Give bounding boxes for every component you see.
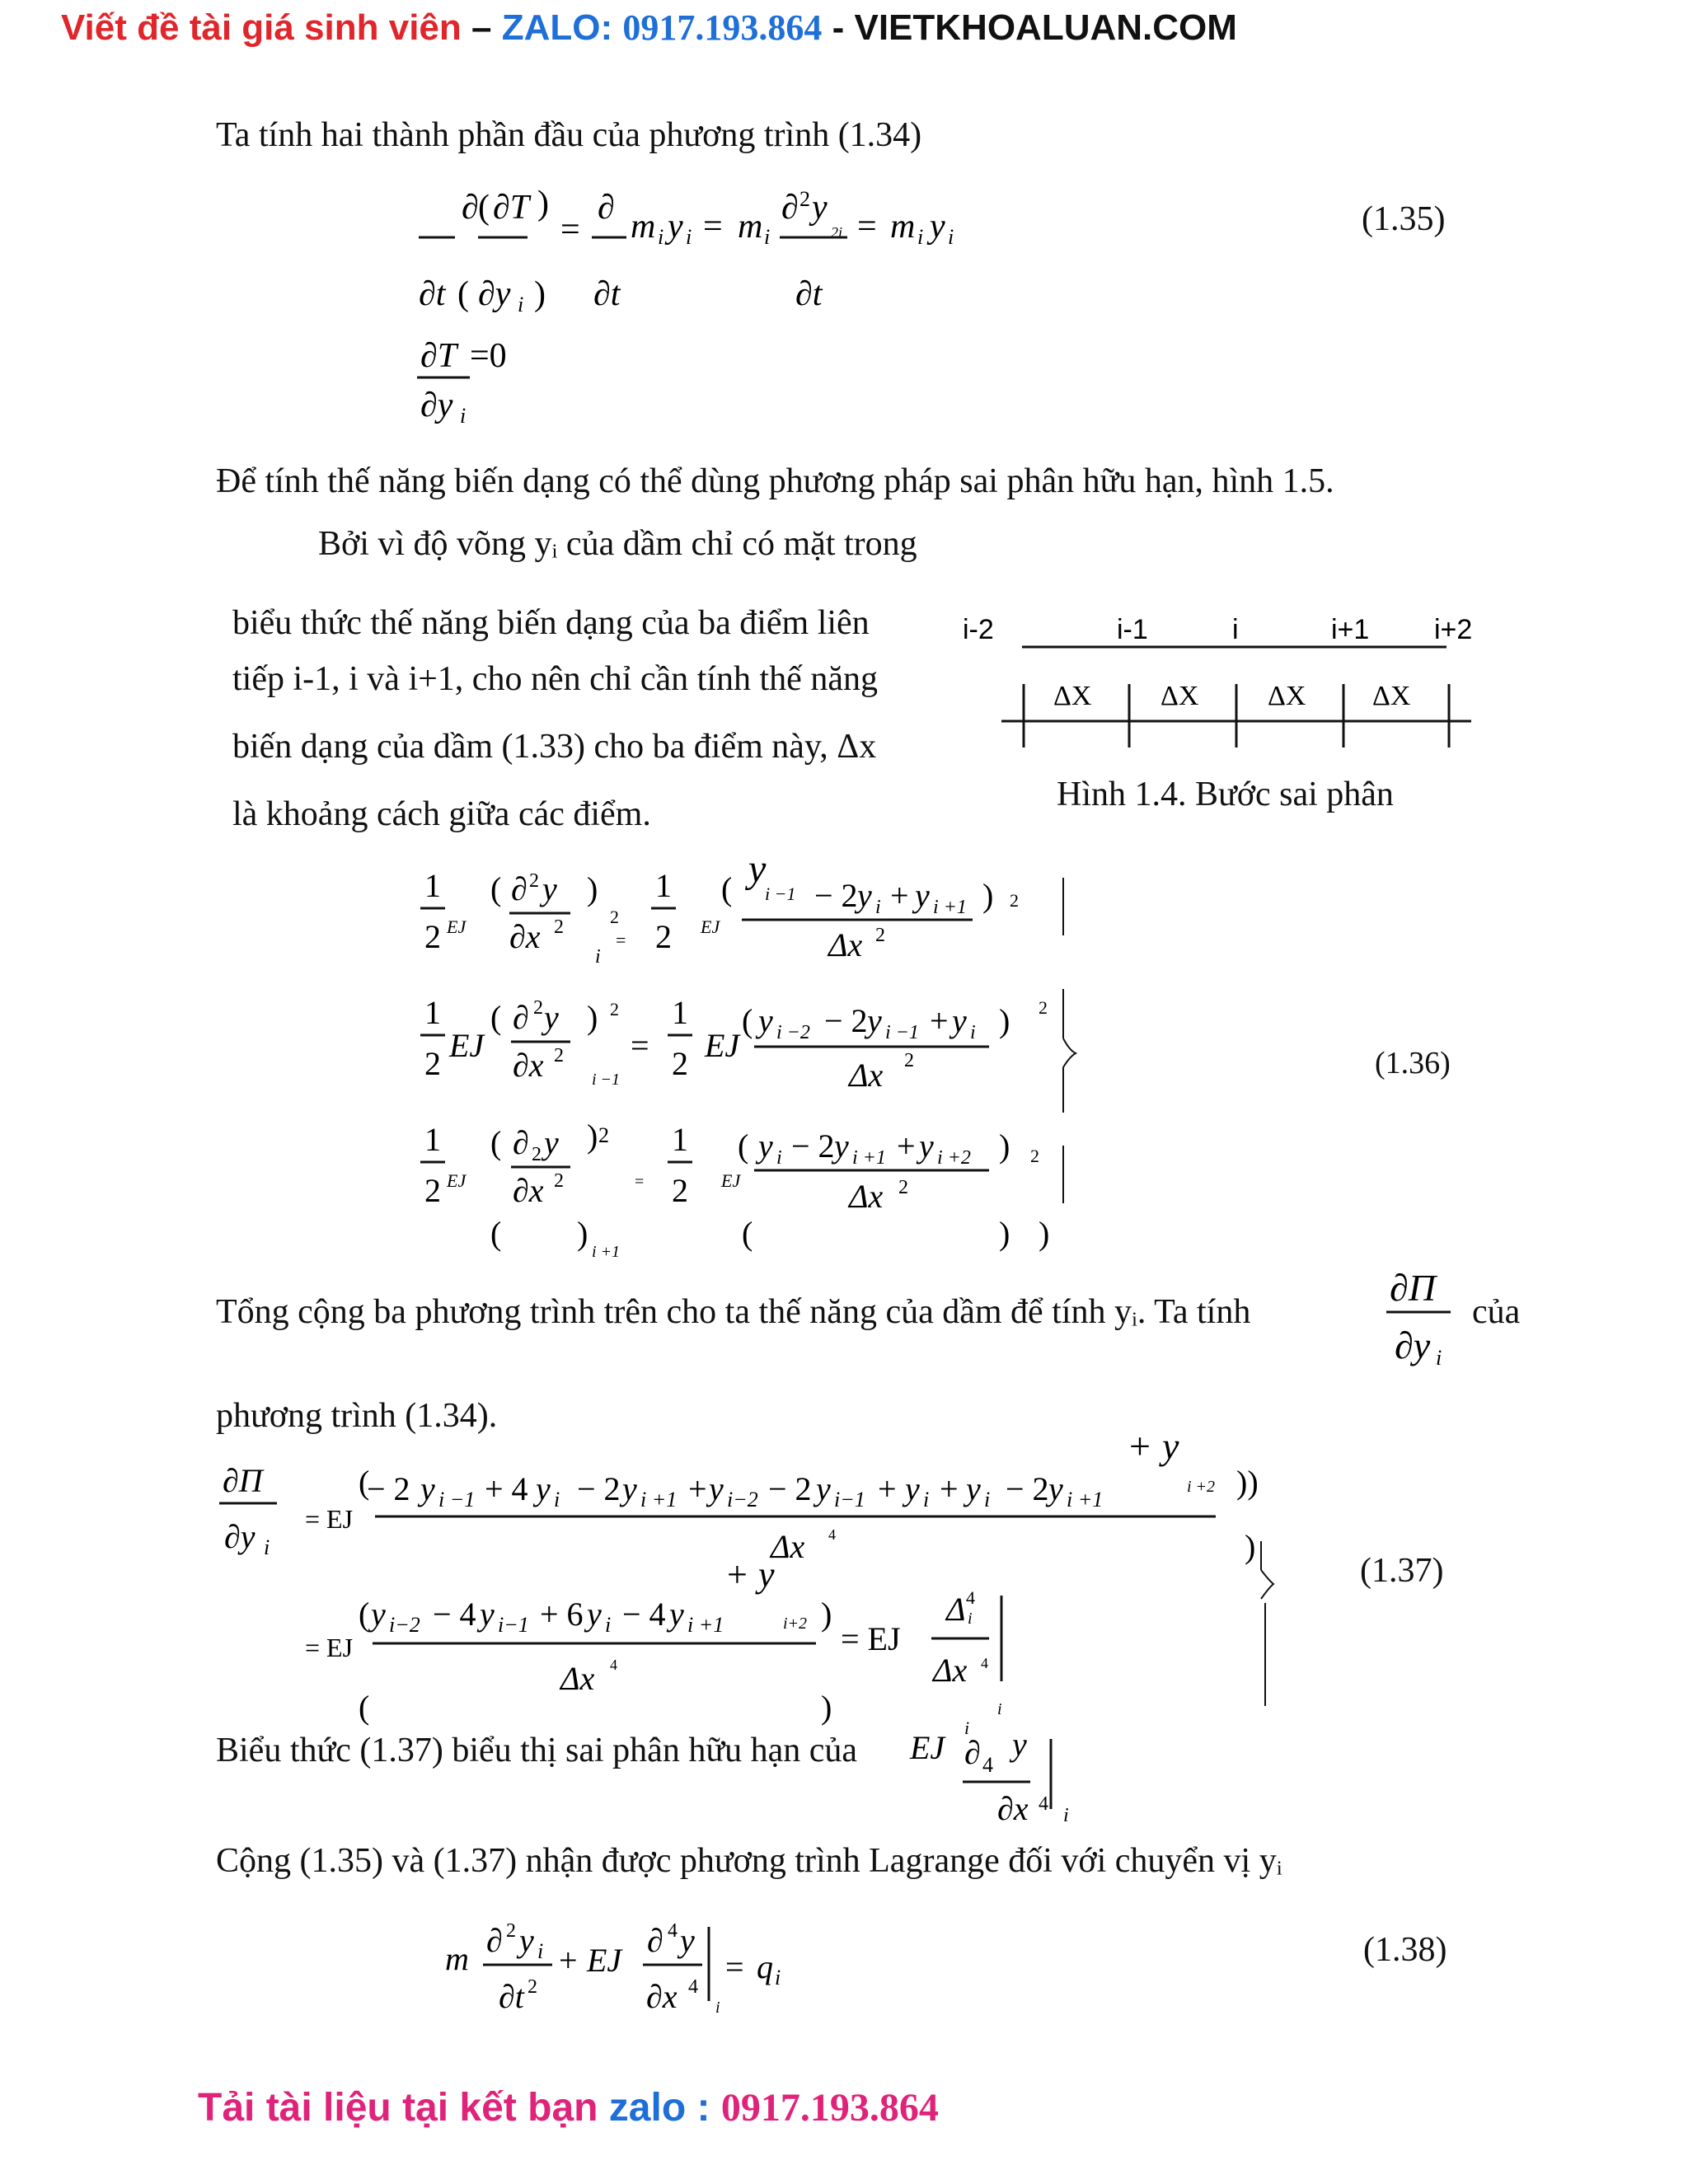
svg-text:i: i <box>875 897 881 918</box>
svg-text:i −2: i −2 <box>776 1022 810 1043</box>
svg-text:2: 2 <box>1039 997 1048 1018</box>
svg-text:i +2: i +2 <box>937 1147 971 1169</box>
inline-fourth-derivative <box>907 1706 1104 1830</box>
svg-text:∂T: ∂T <box>493 189 530 227</box>
svg-text:EJ: EJ <box>705 1027 740 1064</box>
svg-text:− 2: − 2 <box>791 1127 835 1165</box>
svg-text:+: + <box>1129 1434 1151 1467</box>
svg-text:=: = <box>857 208 877 246</box>
svg-text:i: i <box>264 1535 270 1559</box>
svg-text:(: ( <box>359 1596 370 1633</box>
svg-text:− 2: − 2 <box>367 1470 410 1507</box>
svg-text:y: y <box>1162 1434 1179 1467</box>
svg-text:∂t: ∂t <box>795 275 823 313</box>
node-label-i+2: i+2 <box>1434 614 1473 645</box>
svg-text:Δx: Δx <box>849 1057 884 1094</box>
svg-text:4: 4 <box>828 1526 836 1543</box>
svg-text:2: 2 <box>424 918 441 955</box>
svg-text:2: 2 <box>610 907 619 927</box>
svg-text:): ) <box>537 185 549 223</box>
svg-text:∂: ∂ <box>598 189 615 227</box>
svg-text:1: 1 <box>424 994 441 1031</box>
svg-text:+: + <box>890 877 909 914</box>
svg-text:(: ( <box>359 1689 370 1726</box>
svg-text:2: 2 <box>424 1172 441 1209</box>
svg-text:2: 2 <box>904 1050 914 1071</box>
svg-text:y: y <box>669 1596 684 1633</box>
equation-number-1-36: (1.36) <box>1375 1046 1451 1080</box>
svg-text:∂T: ∂T <box>420 337 457 375</box>
page-header: Viết đề tài giá sinh viên – ZALO: 0917.193.864 - VIETKHOALUAN.COM <box>61 7 1237 48</box>
svg-text:i: i <box>776 1147 782 1169</box>
svg-text:Δx: Δx <box>849 1178 884 1215</box>
svg-text:1: 1 <box>424 1121 441 1158</box>
svg-text:2: 2 <box>799 187 810 211</box>
svg-text:EJ: EJ <box>721 1170 741 1191</box>
svg-text:Δx: Δx <box>828 926 863 963</box>
svg-text:): ) <box>1245 1528 1256 1565</box>
svg-text:∂x: ∂x <box>513 1172 544 1209</box>
svg-text:∂t: ∂t <box>593 275 621 313</box>
svg-text:i: i <box>964 1718 970 1738</box>
svg-text:+: + <box>559 1942 578 1979</box>
svg-text:y: y <box>919 1127 934 1165</box>
svg-text:i: i <box>595 946 601 968</box>
svg-text:EJ: EJ <box>447 916 467 937</box>
svg-text:2: 2 <box>598 1123 609 1147</box>
svg-text:= EJ: = EJ <box>305 1504 354 1534</box>
paragraph-line-5: tiếp i-1, i và i+1, cho nên chỉ cần tính thế năng <box>232 660 878 698</box>
svg-text:): ) <box>587 999 598 1036</box>
svg-text:∂y: ∂y <box>478 275 511 313</box>
svg-text:i: i <box>605 1613 612 1637</box>
svg-text:=: = <box>616 930 626 950</box>
svg-text:y: y <box>1048 1470 1063 1507</box>
paragraph-because: Bởi vì độ võng yᵢ của dầm chỉ có mặt trong <box>318 525 917 563</box>
node-label-i: i <box>1232 614 1239 645</box>
paragraph-intro: Ta tính hai thành phần đầu của phương trình (1.34) <box>216 116 922 154</box>
svg-text:2: 2 <box>533 997 543 1019</box>
svg-text:=: = <box>635 1173 645 1191</box>
svg-text:=: = <box>725 1948 744 1985</box>
svg-text:i: i <box>715 1999 720 2017</box>
svg-text:y: y <box>930 208 945 246</box>
svg-text:− 2: − 2 <box>768 1470 812 1507</box>
svg-text:∂: ∂ <box>462 189 479 227</box>
svg-text:(: ( <box>490 870 502 907</box>
svg-text:): ) <box>821 1689 832 1726</box>
svg-text:= EJ: = EJ <box>305 1633 354 1662</box>
svg-text:i +1: i +1 <box>640 1488 678 1511</box>
svg-text:∂y: ∂y <box>224 1518 256 1555</box>
svg-text:=: = <box>560 211 580 249</box>
svg-text:+: + <box>878 1470 897 1507</box>
svg-text:y: y <box>834 1127 849 1165</box>
svg-text:4: 4 <box>981 1655 988 1671</box>
svg-text:i +1: i +1 <box>852 1147 886 1169</box>
svg-text:(: ( <box>457 275 469 313</box>
svg-text:2: 2 <box>655 918 672 955</box>
svg-text:y: y <box>812 189 828 227</box>
footer-text: Tải tài liệu tại kết bạn <box>198 2086 609 2130</box>
svg-text:m: m <box>445 1940 469 1977</box>
svg-text:i+2: i+2 <box>783 1615 808 1633</box>
svg-text:i: i <box>917 225 924 249</box>
paragraph-lagrange: Cộng (1.35) và (1.37) nhận được phương trình Lagrange đối với chuyển vị yᵢ <box>216 1842 1282 1880</box>
step-label-3: ΔX <box>1268 681 1306 711</box>
svg-text:i−2: i−2 <box>727 1488 758 1511</box>
svg-text:+: + <box>897 1127 916 1165</box>
step-label-4: ΔX <box>1372 681 1411 711</box>
equation-1-38 <box>437 1904 832 2027</box>
svg-text:): ) <box>999 1127 1010 1165</box>
svg-text:1: 1 <box>655 867 672 904</box>
svg-text:∂x: ∂x <box>509 918 541 955</box>
svg-text:− 2: − 2 <box>824 1002 868 1039</box>
svg-text:y: y <box>480 1596 495 1633</box>
svg-text:− 4: − 4 <box>433 1596 476 1633</box>
svg-text:y: y <box>542 870 557 907</box>
svg-text:∂: ∂ <box>647 1922 663 1959</box>
svg-text:y: y <box>816 1470 831 1507</box>
svg-text:(: ( <box>490 1215 502 1252</box>
svg-text:y: y <box>966 1470 981 1507</box>
paragraph-line-7: là khoảng cách giữa các điểm. <box>232 795 651 833</box>
svg-text:∂: ∂ <box>486 1922 503 1959</box>
svg-text:): ) <box>999 1215 1010 1252</box>
svg-text:y: y <box>905 1470 920 1507</box>
svg-text:EJ: EJ <box>447 1170 467 1191</box>
svg-text:m: m <box>631 208 656 246</box>
svg-text:i +1: i +1 <box>687 1613 724 1637</box>
svg-text:y: y <box>622 1470 637 1507</box>
svg-text:4: 4 <box>1039 1793 1048 1815</box>
svg-text:y: y <box>758 1554 775 1595</box>
svg-text:∂: ∂ <box>513 999 529 1036</box>
svg-text:+: + <box>930 1002 949 1039</box>
svg-text:2: 2 <box>532 1144 542 1165</box>
svg-text:y: y <box>544 1124 559 1161</box>
svg-text:=: = <box>703 208 723 246</box>
svg-text:i: i <box>970 1022 976 1043</box>
svg-text:i: i <box>1063 1805 1069 1826</box>
svg-text:2: 2 <box>672 1045 688 1082</box>
svg-text:2i: 2i <box>831 224 843 241</box>
svg-text:i: i <box>948 225 954 249</box>
equation-1-37 <box>214 1434 1286 1739</box>
svg-text:4: 4 <box>982 1753 993 1777</box>
svg-text:Δx: Δx <box>933 1652 968 1689</box>
svg-text:1: 1 <box>424 867 441 904</box>
svg-text:y: y <box>857 877 872 914</box>
svg-text:4: 4 <box>610 1657 617 1673</box>
svg-text:4: 4 <box>966 1587 975 1608</box>
figure-caption: Hình 1.4. Bước sai phân <box>1057 776 1394 813</box>
paragraph-method: Để tính thế năng biến dạng có thể dùng phương pháp sai phân hữu hạn, hình 1.5. <box>216 462 1334 500</box>
svg-text:i: i <box>997 1700 1002 1718</box>
svg-text:2: 2 <box>424 1045 441 1082</box>
svg-text:∂t: ∂t <box>499 1978 524 2015</box>
header-zalo-label: ZALO: <box>501 7 623 48</box>
svg-text:y: y <box>758 1127 773 1165</box>
paragraph-line-4: biểu thức thế năng biến dạng của ba điểm liên <box>232 604 870 642</box>
svg-text:(: ( <box>738 1127 749 1165</box>
svg-text:∂y: ∂y <box>420 387 453 424</box>
svg-text:y: y <box>544 999 559 1036</box>
svg-text:2: 2 <box>506 1920 516 1942</box>
svg-text:2: 2 <box>875 925 885 946</box>
svg-text:(: ( <box>490 999 502 1036</box>
svg-text:(: ( <box>478 189 490 227</box>
svg-text:∂x: ∂x <box>646 1978 678 2015</box>
svg-text:i−1: i−1 <box>834 1488 865 1511</box>
svg-text:i: i <box>968 1610 973 1628</box>
svg-text:m: m <box>738 208 763 246</box>
svg-text:i +1: i +1 <box>592 1243 621 1261</box>
svg-text:q: q <box>757 1948 773 1985</box>
svg-text:∂t: ∂t <box>419 275 446 313</box>
svg-text:Δx: Δx <box>771 1528 805 1565</box>
svg-text:y: y <box>1012 1726 1027 1763</box>
svg-text:i: i <box>686 225 692 249</box>
svg-text:(: ( <box>721 870 733 907</box>
node-label-i-2: i-2 <box>963 614 994 645</box>
header-tagline: Viết đề tài giá sinh viên <box>61 7 462 48</box>
svg-text:y: y <box>420 1470 435 1507</box>
svg-text:∂Π: ∂Π <box>223 1462 263 1499</box>
svg-text:+ 6: + 6 <box>540 1596 584 1633</box>
svg-text:i: i <box>537 1939 544 1963</box>
svg-text:): ) <box>821 1596 832 1633</box>
svg-text:2: 2 <box>528 1976 537 1998</box>
header-zalo-number[interactable]: 0917.193.864 <box>622 7 823 48</box>
svg-text:): ) <box>982 877 994 914</box>
svg-text:= EJ: = EJ <box>841 1620 901 1657</box>
svg-text:∂: ∂ <box>511 870 528 907</box>
footer-zalo-label: zalo : <box>608 2086 721 2130</box>
svg-text:(: ( <box>742 1002 753 1039</box>
svg-text:∂x: ∂x <box>997 1790 1029 1827</box>
svg-text:2: 2 <box>554 1045 564 1066</box>
svg-text:Δ: Δ <box>946 1591 966 1628</box>
svg-text:+: + <box>940 1470 959 1507</box>
svg-text:(: ( <box>490 1124 502 1161</box>
svg-text:− 2: − 2 <box>814 877 858 914</box>
svg-text:2: 2 <box>672 1172 688 1209</box>
svg-text:y: y <box>371 1596 386 1633</box>
svg-text:): ) <box>999 1002 1010 1039</box>
svg-text:y: y <box>952 1002 967 1039</box>
svg-text:4: 4 <box>668 1920 678 1942</box>
svg-text:m: m <box>890 208 916 246</box>
svg-text:2: 2 <box>610 999 619 1019</box>
svg-text:1: 1 <box>672 1121 688 1158</box>
svg-text:y: y <box>709 1470 724 1507</box>
svg-text:+: + <box>727 1554 748 1595</box>
svg-text:i −1: i −1 <box>438 1488 476 1511</box>
svg-text:): ) <box>587 870 598 907</box>
svg-text:i −1: i −1 <box>765 883 796 904</box>
svg-text:y: y <box>867 1002 882 1039</box>
svg-text:∂y: ∂y <box>1395 1324 1431 1366</box>
svg-text:i: i <box>764 225 771 249</box>
svg-text:y: y <box>915 877 930 914</box>
svg-text:+ 4: + 4 <box>485 1470 528 1507</box>
svg-text:∂: ∂ <box>964 1734 981 1771</box>
svg-text:y: y <box>748 847 767 891</box>
svg-text:EJ: EJ <box>587 1942 622 1979</box>
svg-text:+: + <box>688 1470 707 1507</box>
inline-fraction-dPi-dy <box>1381 1261 1464 1376</box>
svg-text:− 2: − 2 <box>1006 1470 1049 1507</box>
node-label-i-1: i-1 <box>1117 614 1148 645</box>
svg-text:EJ: EJ <box>910 1729 945 1766</box>
svg-text:i: i <box>1436 1346 1442 1370</box>
svg-text:∂: ∂ <box>781 189 799 227</box>
svg-text:EJ: EJ <box>449 1027 485 1064</box>
figure-difference-step <box>956 606 1484 762</box>
svg-text:2: 2 <box>554 916 564 938</box>
svg-text:=: = <box>631 1027 649 1064</box>
svg-text:∂: ∂ <box>513 1124 529 1161</box>
svg-text:1: 1 <box>672 994 688 1031</box>
svg-text:i−1: i−1 <box>498 1613 529 1637</box>
svg-text:2: 2 <box>898 1177 908 1198</box>
footer-zalo-number[interactable]: 0917.193.864 <box>720 2086 939 2130</box>
svg-text:y: y <box>536 1470 551 1507</box>
svg-text:i +2: i +2 <box>1187 1478 1216 1496</box>
svg-text:)): )) <box>1236 1464 1259 1501</box>
equation-number-1-38: (1.38) <box>1363 1931 1447 1969</box>
svg-text:): ) <box>587 1118 598 1155</box>
svg-text:i: i <box>460 404 467 428</box>
svg-text:(: ( <box>742 1215 753 1252</box>
svg-text:4: 4 <box>688 1976 698 1998</box>
svg-text:y: y <box>587 1596 602 1633</box>
node-label-i+1: i+1 <box>1331 614 1370 645</box>
paragraph-total-end: của <box>1472 1293 1521 1331</box>
page-footer <box>198 2085 939 2130</box>
equation-1-35 <box>396 173 989 429</box>
svg-text:i: i <box>984 1488 991 1511</box>
paragraph-line-6: biến dạng của dầm (1.33) cho ba điểm này, Δx <box>232 728 877 766</box>
svg-text:): ) <box>1039 1215 1050 1252</box>
paragraph-equation-ref: phương trình (1.34). <box>216 1397 498 1435</box>
svg-text:i: i <box>775 1966 781 1990</box>
svg-text:i−2: i−2 <box>389 1613 420 1637</box>
svg-text:2: 2 <box>1030 1146 1039 1166</box>
svg-text:=0: =0 <box>470 337 507 375</box>
header-site[interactable]: VIETKHOALUAN.COM <box>854 7 1237 48</box>
step-label-2: ΔX <box>1160 681 1199 711</box>
svg-text:i: i <box>923 1488 930 1511</box>
svg-text:(: ( <box>359 1464 370 1501</box>
equation-number-1-37: (1.37) <box>1360 1552 1444 1590</box>
equation-1-36 <box>412 841 1113 1269</box>
step-label-1: ΔX <box>1053 681 1092 711</box>
svg-text:2: 2 <box>554 1170 564 1192</box>
paragraph-total: Tổng cộng ba phương trình trên cho ta thế năng của dầm để tính yᵢ. Ta tính <box>216 1293 1251 1331</box>
svg-text:i +1: i +1 <box>933 897 967 918</box>
svg-text:Δx: Δx <box>560 1660 595 1697</box>
svg-text:i −1: i −1 <box>885 1022 919 1043</box>
svg-text:i +1: i +1 <box>1067 1488 1104 1511</box>
svg-text:y: y <box>680 1922 695 1959</box>
paragraph-finite-difference: Biểu thức (1.37) biểu thị sai phân hữu hạn của <box>216 1732 858 1769</box>
svg-text:y: y <box>758 1002 773 1039</box>
equation-number-1-35: (1.35) <box>1362 200 1446 238</box>
svg-text:2: 2 <box>529 870 539 892</box>
svg-text:EJ: EJ <box>701 916 720 937</box>
svg-text:): ) <box>577 1215 588 1252</box>
svg-text:− 4: − 4 <box>622 1596 666 1633</box>
svg-text:2: 2 <box>1010 890 1019 911</box>
svg-text:− 2: − 2 <box>577 1470 621 1507</box>
svg-text:∂x: ∂x <box>513 1047 544 1084</box>
svg-text:i: i <box>554 1488 560 1511</box>
svg-text:i −1: i −1 <box>592 1071 621 1089</box>
svg-text:y: y <box>668 208 683 246</box>
svg-text:): ) <box>534 275 546 313</box>
svg-text:y: y <box>519 1922 534 1959</box>
svg-text:i: i <box>518 293 524 316</box>
svg-text:i: i <box>658 225 664 249</box>
svg-text:∂Π: ∂Π <box>1390 1267 1436 1309</box>
